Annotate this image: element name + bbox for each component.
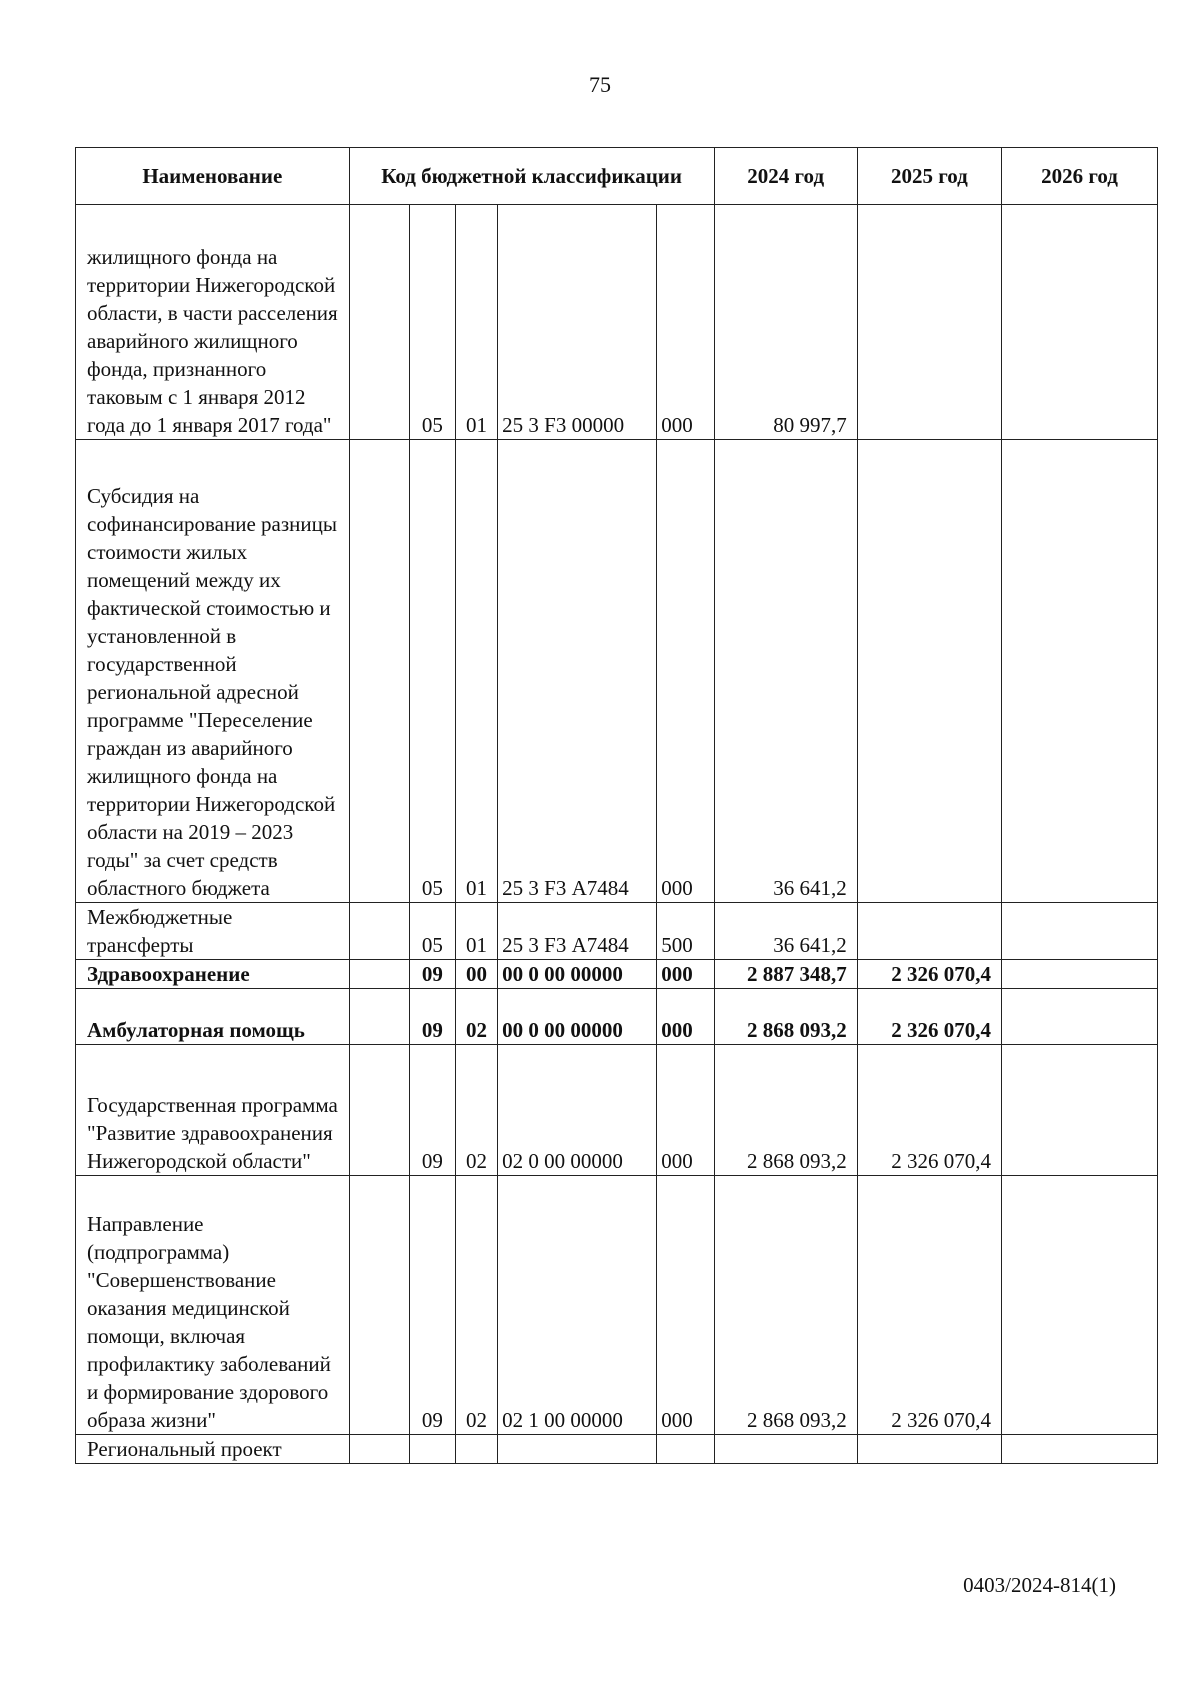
row-blank <box>349 960 409 989</box>
table-row <box>76 1045 1158 1176</box>
row-section: 09 <box>410 989 456 1045</box>
page-number: 75 <box>589 72 611 97</box>
header-2025: 2025 год <box>857 148 1001 205</box>
row-amount-2025 <box>857 205 1001 440</box>
row-amount-2026 <box>1002 1176 1158 1435</box>
row-subsection: 02 <box>455 1176 497 1435</box>
row-amount-2025 <box>857 440 1001 903</box>
row-section: 05 <box>410 903 456 960</box>
row-name: Здравоохранение <box>76 960 350 989</box>
row-amount-2024: 2 868 093,2 <box>714 989 857 1045</box>
row-subsection: 01 <box>455 440 497 903</box>
row-section: 05 <box>410 440 456 903</box>
document-number: 0403/2024-814(1) <box>963 1573 1116 1597</box>
row-expense-type: 000 <box>657 1045 714 1176</box>
row-subsection: 01 <box>455 205 497 440</box>
row-target-article: 25 3 F3 00000 <box>498 205 657 440</box>
row-amount-2025: 2 326 070,4 <box>857 989 1001 1045</box>
row-name: Амбулаторная помощь <box>76 989 350 1045</box>
row-expense-type: 000 <box>657 205 714 440</box>
row-amount-2025: 2 326 070,4 <box>857 960 1001 989</box>
row-amount-2026 <box>1002 960 1158 989</box>
row-subsection: 02 <box>455 989 497 1045</box>
row-subsection: 02 <box>455 1045 497 1176</box>
row-target-article: 25 3 F3 А7484 <box>498 440 657 903</box>
row-amount-2026 <box>1002 440 1158 903</box>
row-target-article: 25 3 F3 А7484 <box>498 903 657 960</box>
table-row <box>76 1176 1158 1435</box>
row-expense-type: 000 <box>657 989 714 1045</box>
row-blank <box>349 1435 409 1464</box>
row-expense-type: 000 <box>657 960 714 989</box>
table-body <box>76 205 1158 1464</box>
row-name: Региональный проект <box>76 1435 350 1464</box>
row-target-article: 00 0 00 00000 <box>498 960 657 989</box>
table-row <box>76 960 1158 989</box>
row-name: жилищного фонда на территории Нижегородской области, в части расселения аварийного жилищного фонда, признанного таковым с 1 января 2012 года до 1 января 2017 года" <box>76 205 350 440</box>
header-2026: 2026 год <box>1002 148 1158 205</box>
table-row <box>76 1435 1158 1464</box>
row-amount-2024: 36 641,2 <box>714 440 857 903</box>
row-amount-2026 <box>1002 1045 1158 1176</box>
row-amount-2024: 2 887 348,7 <box>714 960 857 989</box>
row-amount-2026 <box>1002 1435 1158 1464</box>
row-amount-2024: 80 997,7 <box>714 205 857 440</box>
table-row <box>76 903 1158 960</box>
table-row <box>76 205 1158 440</box>
row-target-article <box>498 1435 657 1464</box>
row-name: Субсидия на софинансирование разницы стоимости жилых помещений между их фактической стоимостью и установленной в государственной региональной адресной программе "Переселение граждан из аварийного жилищного фонда на территории Нижегородской области на 2019 – 2023 годы" за счет средств областного бюджета <box>76 440 350 903</box>
row-amount-2025 <box>857 1435 1001 1464</box>
row-expense-type: 000 <box>657 440 714 903</box>
row-blank <box>349 440 409 903</box>
row-target-article: 02 0 00 00000 <box>498 1045 657 1176</box>
row-amount-2025: 2 326 070,4 <box>857 1176 1001 1435</box>
row-subsection <box>455 1435 497 1464</box>
row-blank <box>349 903 409 960</box>
header-name: Наименование <box>76 148 350 205</box>
row-section: 05 <box>410 205 456 440</box>
row-section: 09 <box>410 960 456 989</box>
budget-table <box>75 147 1158 1464</box>
row-name: Межбюджетные трансферты <box>76 903 350 960</box>
row-blank <box>349 205 409 440</box>
header-code: Код бюджетной классификации <box>349 148 714 205</box>
row-expense-type: 500 <box>657 903 714 960</box>
row-amount-2026 <box>1002 205 1158 440</box>
row-target-article: 00 0 00 00000 <box>498 989 657 1045</box>
table-row <box>76 989 1158 1045</box>
row-blank <box>349 1045 409 1176</box>
row-amount-2024 <box>714 1435 857 1464</box>
row-name: Направление (подпрограмма) "Совершенствование оказания медицинской помощи, включая профилактику заболеваний и формирование здорового образа жизни" <box>76 1176 350 1435</box>
row-expense-type <box>657 1435 714 1464</box>
row-section <box>410 1435 456 1464</box>
row-target-article: 02 1 00 00000 <box>498 1176 657 1435</box>
row-amount-2026 <box>1002 903 1158 960</box>
row-name: Государственная программа "Развитие здравоохранения Нижегородской области" <box>76 1045 350 1176</box>
row-subsection: 01 <box>455 903 497 960</box>
row-subsection: 00 <box>455 960 497 989</box>
row-amount-2024: 2 868 093,2 <box>714 1176 857 1435</box>
header-2024: 2024 год <box>714 148 857 205</box>
table-row <box>76 440 1158 903</box>
row-amount-2026 <box>1002 989 1158 1045</box>
row-amount-2024: 36 641,2 <box>714 903 857 960</box>
row-section: 09 <box>410 1045 456 1176</box>
row-blank <box>349 1176 409 1435</box>
row-amount-2024: 2 868 093,2 <box>714 1045 857 1176</box>
row-amount-2025 <box>857 903 1001 960</box>
row-section: 09 <box>410 1176 456 1435</box>
row-amount-2025: 2 326 070,4 <box>857 1045 1001 1176</box>
row-expense-type: 000 <box>657 1176 714 1435</box>
table-header-row <box>76 148 1158 205</box>
row-blank <box>349 989 409 1045</box>
